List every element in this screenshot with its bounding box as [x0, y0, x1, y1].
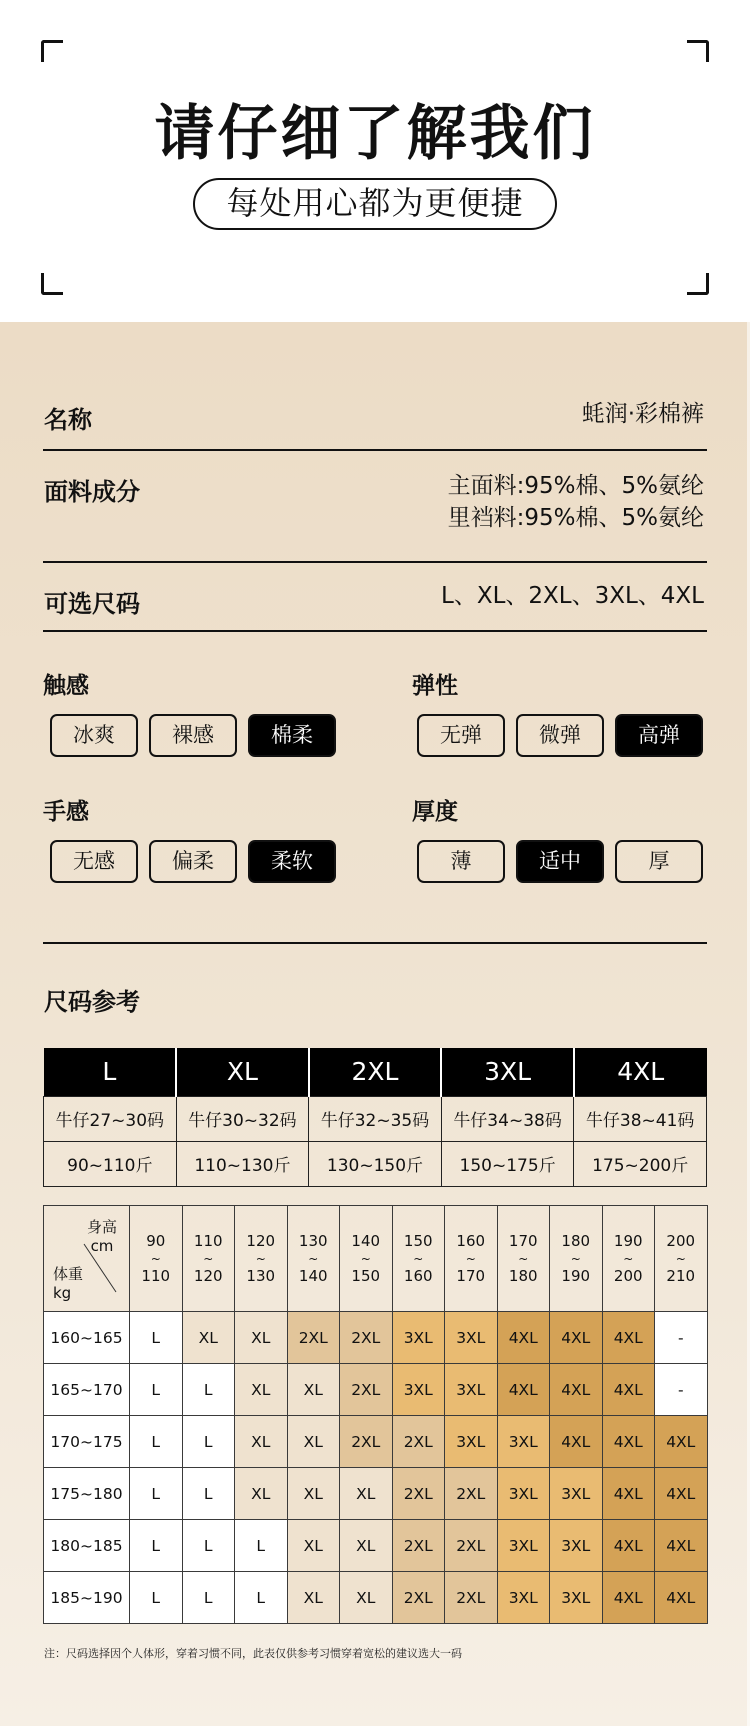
- size-cell: L: [235, 1520, 288, 1572]
- height-bound: 110: [141, 1266, 171, 1285]
- corner-bracket-top-left: [41, 40, 63, 62]
- range-tilde: ~: [255, 1251, 266, 1266]
- thickness-option-medium: 适中: [516, 840, 604, 883]
- divider: [43, 561, 707, 563]
- size-cell: 4XL: [602, 1364, 655, 1416]
- divider: [43, 942, 707, 944]
- height-bound: 150: [351, 1266, 381, 1285]
- jeans-size-row: [44, 1096, 707, 1141]
- size-cell: 3XL: [550, 1520, 603, 1572]
- size-cell: 4XL: [550, 1416, 603, 1468]
- hand-feel-option-soft: 偏柔: [149, 840, 237, 883]
- sizes-label: 可选尺码: [44, 590, 140, 618]
- height-bound: 190: [561, 1266, 591, 1285]
- corner-bracket-top-right: [687, 40, 709, 62]
- grid-row: [44, 1468, 708, 1520]
- size-cell: 3XL: [497, 1520, 550, 1572]
- size-cell: 2XL: [445, 1468, 498, 1520]
- range-tilde: ~: [360, 1251, 371, 1266]
- name-label: 名称: [44, 406, 92, 434]
- size-cell: L: [130, 1520, 183, 1572]
- corner-bracket-bottom-right: [687, 273, 709, 295]
- range-tilde: ~: [518, 1251, 529, 1266]
- height-range-cell: [392, 1206, 445, 1312]
- divider: [43, 449, 707, 451]
- range-tilde: ~: [203, 1251, 214, 1266]
- size-cell: 2XL: [287, 1312, 340, 1364]
- range-tilde: ~: [675, 1251, 686, 1266]
- weight-range-cell: 150~175斤: [441, 1141, 574, 1186]
- weight-range-row: [44, 1141, 707, 1186]
- size-cell: 3XL: [392, 1312, 445, 1364]
- size-cell: 2XL: [445, 1572, 498, 1624]
- height-bound: 200: [613, 1266, 643, 1285]
- size-cell: L: [182, 1468, 235, 1520]
- size-cell: 4XL: [655, 1416, 708, 1468]
- weight-range-label: 160~165: [44, 1312, 130, 1364]
- fabric-main-value: 主面料:95%棉、5%氨纶: [447, 473, 704, 499]
- jeans-size-cell: 牛仔38~41码: [574, 1096, 707, 1141]
- grid-corner-cell: [44, 1206, 130, 1312]
- size-cell: XL: [287, 1416, 340, 1468]
- weight-range-cell: 130~150斤: [309, 1141, 442, 1186]
- size-cell: 3XL: [445, 1416, 498, 1468]
- height-range-cell: [550, 1206, 603, 1312]
- jeans-size-cell: 牛仔32~35码: [309, 1096, 442, 1141]
- size-cell: L: [130, 1416, 183, 1468]
- size-cell: XL: [235, 1416, 288, 1468]
- size-cell: 3XL: [445, 1364, 498, 1416]
- size-cell: 4XL: [655, 1468, 708, 1520]
- size-cell: L: [130, 1364, 183, 1416]
- size-cell: XL: [235, 1312, 288, 1364]
- height-bound: 160: [456, 1231, 486, 1250]
- size-header-cell: 4XL: [574, 1048, 707, 1096]
- range-tilde: ~: [623, 1251, 634, 1266]
- weight-range-label: 185~190: [44, 1572, 130, 1624]
- height-bound: 130: [246, 1266, 276, 1285]
- size-cell: L: [182, 1572, 235, 1624]
- size-cell: 3XL: [392, 1364, 445, 1416]
- jeans-size-cell: 牛仔34~38码: [441, 1096, 574, 1141]
- grid-row: [44, 1364, 708, 1416]
- grid-row: [44, 1572, 708, 1624]
- size-cell: XL: [182, 1312, 235, 1364]
- range-tilde: ~: [465, 1251, 476, 1266]
- size-cell: 4XL: [655, 1520, 708, 1572]
- height-axis-label: [87, 1218, 117, 1256]
- size-cell: L: [182, 1364, 235, 1416]
- height-bound: 200: [666, 1231, 696, 1250]
- size-cell: XL: [287, 1468, 340, 1520]
- height-header-row: [44, 1206, 708, 1312]
- thickness-title: 厚度: [412, 799, 458, 825]
- size-cell: -: [655, 1312, 708, 1364]
- size-cell: 2XL: [392, 1520, 445, 1572]
- height-range-cell: [130, 1206, 183, 1312]
- size-summary-table: [43, 1048, 707, 1187]
- height-bound: 90: [146, 1231, 166, 1250]
- range-tilde: ~: [570, 1251, 581, 1266]
- height-bound: 110: [193, 1231, 223, 1250]
- elasticity-title: 弹性: [412, 673, 458, 699]
- size-cell: 3XL: [550, 1468, 603, 1520]
- size-cell: L: [235, 1572, 288, 1624]
- height-bound: 120: [246, 1231, 276, 1250]
- size-header-cell: L: [44, 1048, 177, 1096]
- size-cell: XL: [287, 1364, 340, 1416]
- size-ref-title: 尺码参考: [44, 988, 140, 1016]
- height-bound: 120: [193, 1266, 223, 1285]
- weight-axis-label: [53, 1265, 83, 1303]
- size-cell: 4XL: [497, 1312, 550, 1364]
- size-cell: 3XL: [497, 1416, 550, 1468]
- touch-title: 触感: [43, 673, 89, 699]
- touch-option-bare: 裸感: [149, 714, 237, 757]
- weight-range-label: 165~170: [44, 1364, 130, 1416]
- thickness-option-thick: 厚: [615, 840, 703, 883]
- size-cell: 4XL: [602, 1468, 655, 1520]
- range-tilde: ~: [150, 1251, 161, 1266]
- weight-range-label: 175~180: [44, 1468, 130, 1520]
- size-cell: 2XL: [340, 1364, 393, 1416]
- height-bound: 160: [403, 1266, 433, 1285]
- fabric-label: 面料成分: [44, 478, 140, 506]
- height-bound: 130: [298, 1231, 328, 1250]
- weight-range-cell: 110~130斤: [176, 1141, 309, 1186]
- fabric-lining-value: 里裆料:95%棉、5%氨纶: [447, 505, 704, 531]
- height-bound: 190: [613, 1231, 643, 1250]
- size-cell: -: [655, 1364, 708, 1416]
- height-unit: cm: [90, 1237, 114, 1255]
- size-cell: L: [130, 1572, 183, 1624]
- height-range-cell: [182, 1206, 235, 1312]
- height-bound: 140: [351, 1231, 381, 1250]
- corner-bracket-bottom-left: [41, 273, 63, 295]
- divider: [43, 630, 707, 632]
- height-bound: 170: [456, 1266, 486, 1285]
- size-cell: 2XL: [445, 1520, 498, 1572]
- size-header-cell: 3XL: [441, 1048, 574, 1096]
- height-bound: 140: [298, 1266, 328, 1285]
- size-cell: 3XL: [445, 1312, 498, 1364]
- size-cell: 4XL: [602, 1312, 655, 1364]
- size-cell: 3XL: [497, 1572, 550, 1624]
- hand-feel-title: 手感: [43, 799, 89, 825]
- height-bound: 180: [561, 1231, 591, 1250]
- size-cell: 4XL: [550, 1364, 603, 1416]
- size-cell: 2XL: [392, 1572, 445, 1624]
- sizes-value: L、XL、2XL、3XL、4XL: [441, 583, 704, 609]
- jeans-size-cell: 牛仔30~32码: [176, 1096, 309, 1141]
- weight-range-cell: 90~110斤: [44, 1141, 177, 1186]
- weight-unit: kg: [53, 1284, 72, 1302]
- size-cell: XL: [235, 1468, 288, 1520]
- height-label: 身高: [86, 1218, 117, 1236]
- range-tilde: ~: [413, 1251, 424, 1266]
- size-header-row: [44, 1048, 707, 1096]
- size-header-cell: XL: [176, 1048, 309, 1096]
- touch-option-cool: 冰爽: [50, 714, 138, 757]
- size-header-cell: 2XL: [309, 1048, 442, 1096]
- size-cell: 2XL: [340, 1416, 393, 1468]
- size-cell: 2XL: [340, 1312, 393, 1364]
- grid-row: [44, 1416, 708, 1468]
- size-cell: XL: [340, 1572, 393, 1624]
- thickness-option-thin: 薄: [417, 840, 505, 883]
- height-bound: 170: [508, 1231, 538, 1250]
- size-note: 注：尺码选择因个人体形，穿着习惯不同，此表仅供参考习惯穿着宽松的建议选大一码: [44, 1647, 462, 1660]
- grid-row: [44, 1520, 708, 1572]
- size-cell: XL: [235, 1364, 288, 1416]
- height-range-cell: [235, 1206, 288, 1312]
- name-value: 蚝润·彩棉裤: [581, 401, 704, 427]
- elasticity-option-high: 高弹: [615, 714, 703, 757]
- weight-range-label: 170~175: [44, 1416, 130, 1468]
- height-bound: 150: [403, 1231, 433, 1250]
- weight-range-cell: 175~200斤: [574, 1141, 707, 1186]
- height-range-cell: [340, 1206, 393, 1312]
- size-cell: 4XL: [550, 1312, 603, 1364]
- touch-option-cotton-soft: 棉柔: [248, 714, 336, 757]
- size-cell: 2XL: [392, 1416, 445, 1468]
- size-cell: 4XL: [602, 1520, 655, 1572]
- weight-range-label: 180~185: [44, 1520, 130, 1572]
- size-cell: L: [182, 1520, 235, 1572]
- height-bound: 210: [666, 1266, 696, 1285]
- elasticity-option-none: 无弹: [417, 714, 505, 757]
- page-subtitle: 每处用心都为更便捷: [193, 178, 557, 230]
- jeans-size-cell: 牛仔27~30码: [44, 1096, 177, 1141]
- height-weight-size-grid: [43, 1205, 708, 1624]
- size-cell: 3XL: [497, 1468, 550, 1520]
- hand-feel-option-supple: 柔软: [248, 840, 336, 883]
- grid-row: [44, 1312, 708, 1364]
- height-range-cell: [497, 1206, 550, 1312]
- height-range-cell: [602, 1206, 655, 1312]
- height-range-cell: [445, 1206, 498, 1312]
- size-cell: L: [182, 1416, 235, 1468]
- size-cell: 4XL: [655, 1572, 708, 1624]
- height-bound: 180: [508, 1266, 538, 1285]
- elasticity-option-slight: 微弹: [516, 714, 604, 757]
- size-cell: XL: [287, 1572, 340, 1624]
- size-cell: 2XL: [392, 1468, 445, 1520]
- hand-feel-option-none: 无感: [50, 840, 138, 883]
- height-range-cell: [287, 1206, 340, 1312]
- size-cell: L: [130, 1468, 183, 1520]
- size-cell: 4XL: [602, 1416, 655, 1468]
- size-cell: 4XL: [497, 1364, 550, 1416]
- height-range-cell: [655, 1206, 708, 1312]
- range-tilde: ~: [308, 1251, 319, 1266]
- page-header: [0, 0, 750, 322]
- size-cell: XL: [287, 1520, 340, 1572]
- size-cell: 3XL: [550, 1572, 603, 1624]
- size-cell: 4XL: [602, 1572, 655, 1624]
- page-title: 请仔细了解我们: [154, 99, 596, 169]
- size-cell: XL: [340, 1468, 393, 1520]
- weight-label: 体重: [53, 1265, 84, 1283]
- size-cell: XL: [340, 1520, 393, 1572]
- size-cell: L: [130, 1312, 183, 1364]
